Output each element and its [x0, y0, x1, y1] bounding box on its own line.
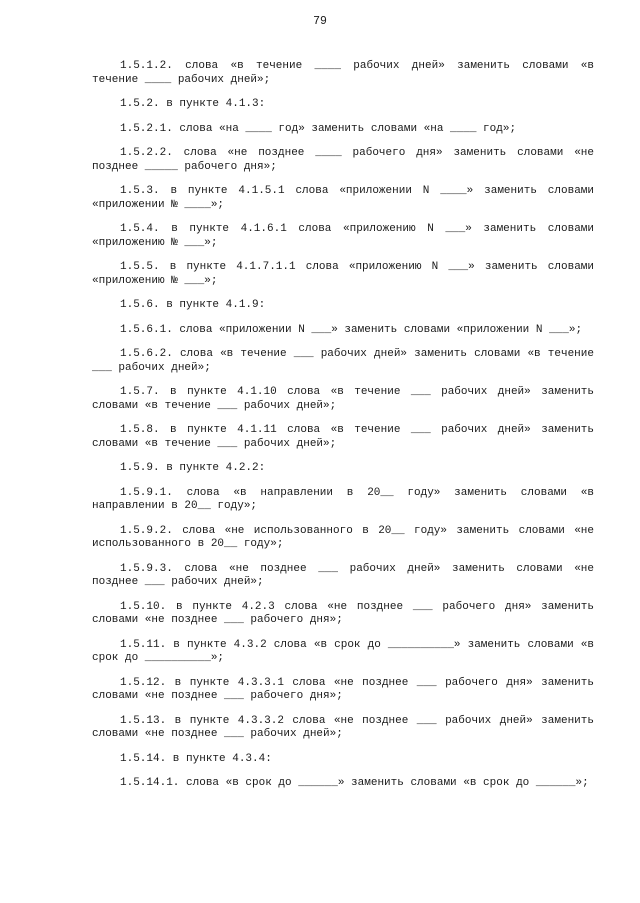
paragraph-1-5-3: 1.5.3. в пункте 4.1.5.1 слова «приложении N ____» заменить словами «приложении № ____»;: [92, 185, 601, 211]
paragraph-1-5-12: 1.5.12. в пункте 4.3.3.1 слова «не позднее ___ рабочего дня» заменить словами «не позднее ___ рабочего дня»;: [92, 676, 601, 702]
paragraph-1-5-6: 1.5.6. в пункте 4.1.9:: [120, 299, 266, 311]
paragraph-1-5-6-1: 1.5.6.1. слова «приложении N ___» заменить словами «приложении N ___»;: [120, 323, 583, 336]
paragraph-1-5-9-1: 1.5.9.1. слова «в направлении в 20__ году» заменить словами «в направлении в 20__ году»;: [92, 486, 601, 512]
paragraph-1-5-4: 1.5.4. в пункте 4.1.6.1 слова «приложению N ___» заменить словами «приложению № ___»;: [92, 223, 601, 249]
paragraph-1-5-2: 1.5.2. в пункте 4.1.3:: [120, 98, 266, 110]
paragraph-1-5-1-2: 1.5.1.2. слова «в течение ____ рабочих дней» заменить словами «в течение ____ рабочих дней»;: [92, 60, 601, 86]
page-number: 79: [313, 15, 327, 28]
paragraph-1-5-14: 1.5.14. в пункте 4.3.4:: [120, 752, 272, 765]
paragraph-1-5-5: 1.5.5. в пункте 4.1.7.1.1 слова «приложению N ___» заменить словами «приложению № ___»;: [92, 261, 601, 287]
paragraph-1-5-7: 1.5.7. в пункте 4.1.10 слова «в течение ___ рабочих дней» заменить словами «в течение ___ рабочих дней»;: [92, 386, 601, 412]
paragraph-1-5-8: 1.5.8. в пункте 4.1.11 слова «в течение ___ рабочих дней» заменить словами «в течение ___ рабочих дней»;: [92, 424, 601, 450]
paragraph-1-5-13: 1.5.13. в пункте 4.3.3.2 слова «не позднее ___ рабочих дней» заменить словами «не позднее ___ рабочих дней»;: [92, 714, 601, 740]
paragraph-1-5-14-1: 1.5.14.1. слова «в срок до ______» заменить словами «в срок до ______»;: [120, 777, 589, 789]
document-body: [92, 60, 601, 802]
paragraph-1-5-11: 1.5.11. в пункте 4.3.2 слова «в срок до __________» заменить словами «в срок до __________»;: [92, 638, 601, 664]
paragraph-1-5-9-2: 1.5.9.2. слова «не использованного в 20__ году» заменить словами «не использованного в 20__ году»;: [92, 524, 601, 550]
paragraph-1-5-2-1: 1.5.2.1. слова «на ____ год» заменить словами «на ____ год»;: [120, 122, 517, 135]
paragraph-1-5-2-2: 1.5.2.2. слова «не позднее ____ рабочего дня» заменить словами «не позднее _____ рабочего дня»;: [92, 147, 601, 173]
paragraph-1-5-6-2: 1.5.6.2. слова «в течение ___ рабочих дней» заменить словами «в течение ___ рабочих дней»;: [92, 348, 601, 374]
paragraph-1-5-10: 1.5.10. в пункте 4.2.3 слова «не позднее ___ рабочего дня» заменить словами «не позднее ___ рабочего дня»;: [92, 600, 601, 626]
paragraph-1-5-9-3: 1.5.9.3. слова «не позднее ___ рабочих дней» заменить словами «не позднее ___ рабочих дней»;: [92, 562, 601, 588]
paragraph-1-5-9: 1.5.9. в пункте 4.2.2:: [120, 462, 266, 474]
